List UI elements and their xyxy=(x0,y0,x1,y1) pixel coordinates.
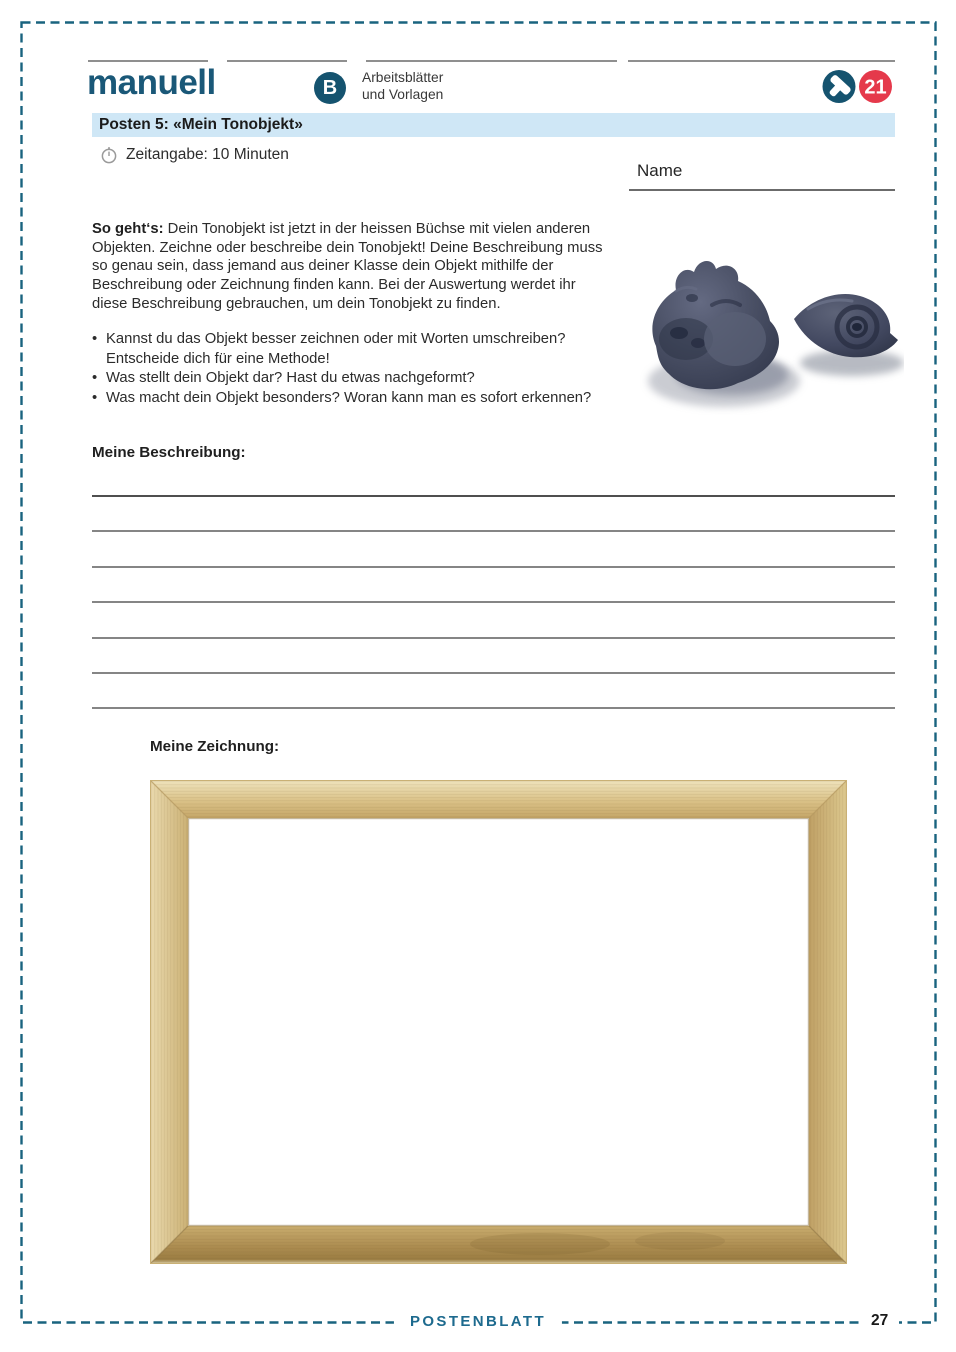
writing-line xyxy=(92,672,895,674)
bullet-item: • Was macht dein Objekt besonders? Woran kann man es sofort erkennen? xyxy=(92,389,616,409)
brand-wordmark: manuell xyxy=(87,63,216,102)
bullet-item: • Was stellt dein Objekt dar? Hast du etwas nachgeformt? xyxy=(92,369,616,389)
series-title xyxy=(362,70,443,103)
clock-icon xyxy=(100,146,118,164)
edition-number-text: 21 xyxy=(864,76,887,99)
instruction-body: Dein Tonobjekt ist jetzt in der heissen Büchse mit vielen anderen Objekten. Zeichne oder beschreibe dein Tonobjekt! Deine Beschreibung muss so genau sein, dass jemand aus deiner Klasse dein Objekt mithilfe der Beschreibung oder Zeichnung finden kann. Bei der Auswertung werdet ihr diese Beschreibung gebrauchen, um dein Tonobjekt zu finden. xyxy=(92,221,603,312)
series-title-line2: und Vorlagen xyxy=(362,86,444,102)
writing-line xyxy=(92,601,895,603)
series-letter-badge xyxy=(314,72,346,104)
header-rule xyxy=(366,60,617,62)
clay-objects-photo xyxy=(628,243,904,415)
header-rule xyxy=(227,60,347,62)
clay-leaf-spiral xyxy=(794,294,898,357)
instruction-paragraph xyxy=(92,220,609,314)
clay-animal-head xyxy=(652,261,779,389)
time-indication: Zeitangabe: 10 Minuten xyxy=(126,146,289,163)
series-title-line1: Arbeitsblätter xyxy=(362,70,444,85)
name-field-label: Name xyxy=(637,161,683,180)
page-number: 27 xyxy=(860,1312,899,1330)
page-title: Posten 5: «Mein Tonobjekt» xyxy=(99,116,303,133)
footer-section-label: POSTENBLATT xyxy=(394,1313,562,1330)
series-letter: B xyxy=(322,77,338,99)
title-banner xyxy=(92,113,895,137)
edition-logo xyxy=(822,69,894,104)
writing-line xyxy=(92,637,895,639)
bullet-item: • Kannst du das Objekt besser zeichnen oder mit Worten umschreiben? Entscheide dich für eine Methode! xyxy=(92,330,616,369)
description-section-label: Meine Beschreibung: xyxy=(92,444,246,461)
instruction-lead: So geht‘s: xyxy=(92,221,164,237)
writing-line xyxy=(92,530,895,532)
writing-line xyxy=(92,707,895,709)
gold-picture-frame xyxy=(150,780,847,1264)
name-write-line xyxy=(629,189,895,191)
header-rule xyxy=(628,60,895,62)
writing-line xyxy=(92,566,895,568)
instruction-bullets xyxy=(92,330,616,408)
header-rule xyxy=(88,60,208,62)
description-lines xyxy=(92,495,895,747)
writing-line xyxy=(92,495,895,497)
drawing-section-label: Meine Zeichnung: xyxy=(150,738,280,755)
